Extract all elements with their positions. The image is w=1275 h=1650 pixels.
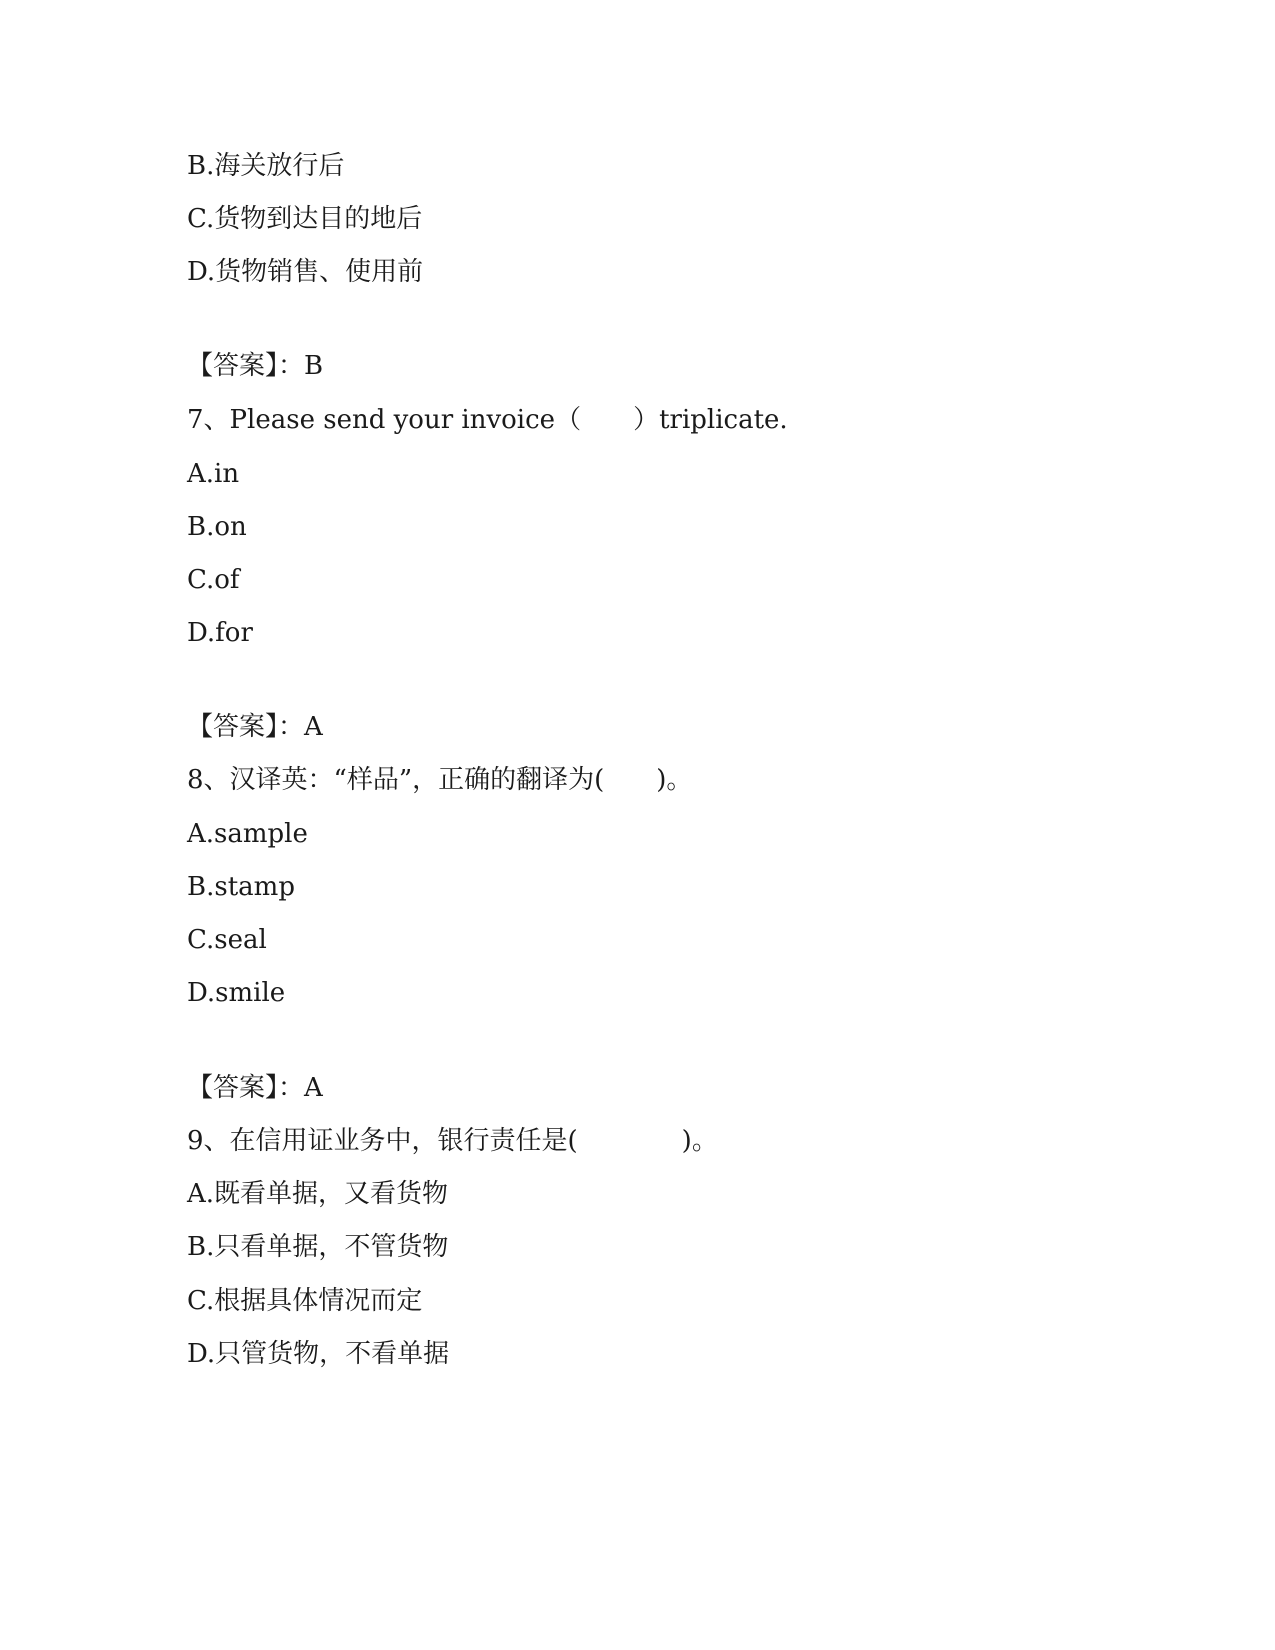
q7-option-a: A.in bbox=[187, 459, 240, 489]
q8-answer: 【答案】：A bbox=[187, 1073, 323, 1103]
q9-option-b: B.只看单据，不管货物 bbox=[187, 1232, 449, 1262]
q8-option-a: A.sample bbox=[187, 819, 308, 849]
q7-option-c: C.of bbox=[187, 565, 240, 595]
q8-option-d: D.smile bbox=[187, 978, 286, 1008]
question-8: 8、汉译英：“样品”，正确的翻译为( )。 bbox=[187, 765, 693, 795]
q8-option-c: C.seal bbox=[187, 925, 267, 955]
q8-option-b: B.stamp bbox=[187, 872, 295, 902]
option-d: D.货物销售、使用前 bbox=[187, 257, 424, 287]
q9-option-d: D.只管货物，不看单据 bbox=[187, 1339, 450, 1369]
q7-answer: 【答案】：A bbox=[187, 712, 323, 742]
q7-option-b: B.on bbox=[187, 512, 247, 542]
answer-label: 【答案】：B bbox=[187, 351, 324, 381]
q9-option-c: C.根据具体情况而定 bbox=[187, 1286, 423, 1316]
option-c: C.货物到达目的地后 bbox=[187, 204, 423, 234]
q7-option-d: D.for bbox=[187, 618, 253, 648]
question-9: 9、在信用证业务中，银行责任是( )。 bbox=[187, 1126, 718, 1156]
question-7: 7、Please send your invoice（ ）triplicate. bbox=[187, 405, 788, 435]
option-b: B.海关放行后 bbox=[187, 151, 345, 181]
q9-option-a: A.既看单据，又看货物 bbox=[187, 1179, 449, 1209]
